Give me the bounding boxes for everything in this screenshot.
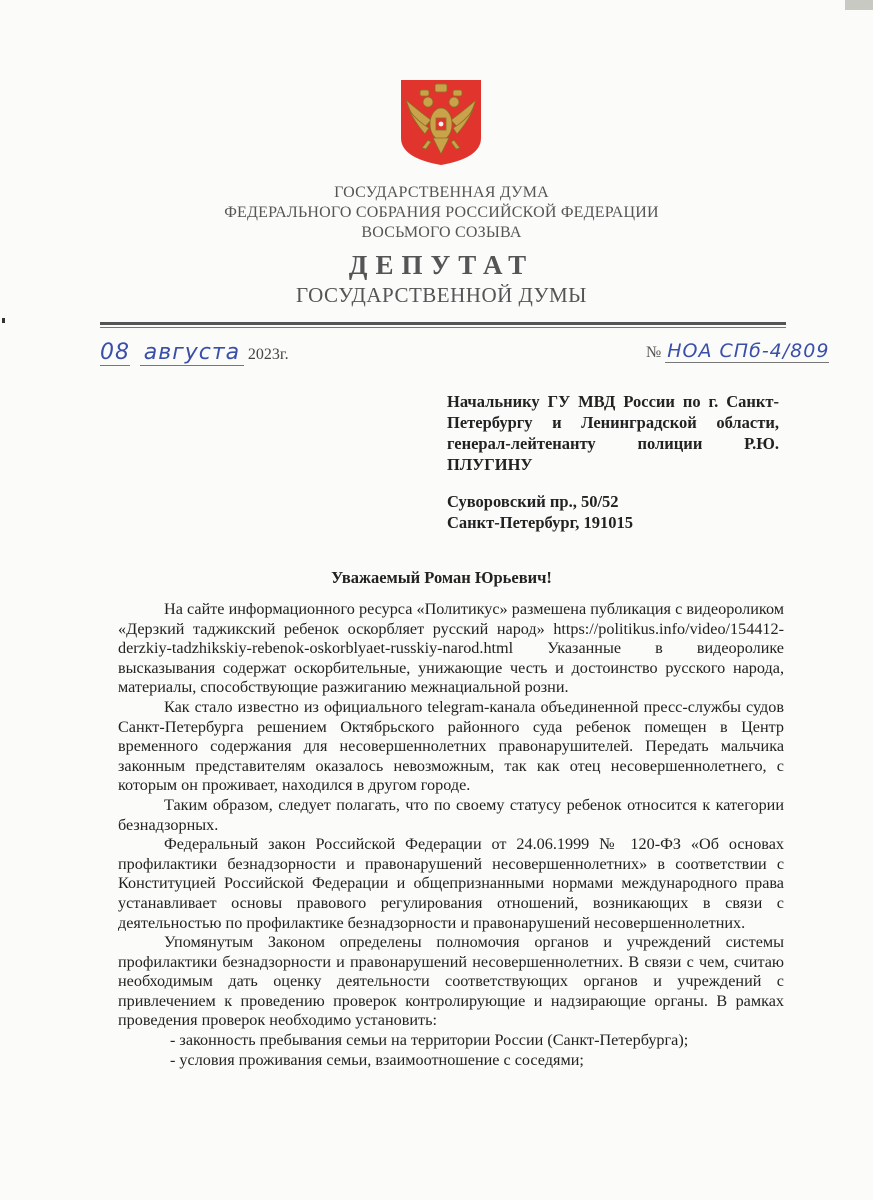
salutation: Уважаемый Роман Юрьевич! <box>331 568 552 587</box>
body-paragraph: На сайте информационного ресурса «Политикус» размешена публикация с видеороликом «Дерзкий таджикский ребенок оскорбляет русский народ» https://politikus.info/video/154412-derzkiy-tadzhikskiy-rebenok-oskorblyaet-russkiy-narod.html Указанные в видеоролике высказывания содержат оскорбительные, унижающие честь и достоинство русского народа, материалы, способствующие разжиганию межнациальной розни. <box>118 600 784 697</box>
date-suffix: г. <box>279 346 289 363</box>
letterhead-rule-thick <box>100 322 786 325</box>
list-item: - законность пребывания семьи на территории России (Санкт-Петербурга); <box>170 1031 689 1050</box>
letter-date <box>100 340 289 365</box>
org-line-2: ФЕДЕРАЛЬНОГО СОБРАНИЯ РОССИЙСКОЙ ФЕДЕРАЦИИ <box>224 204 659 221</box>
letter-body <box>118 600 784 1070</box>
address-street: Суворовский пр., 50/52 <box>447 492 619 511</box>
addressee-address <box>447 491 779 533</box>
date-day: 08 <box>100 340 130 365</box>
scan-hole-mark <box>2 318 5 323</box>
list-item: - условия проживания семьи, взаимоотношение с соседями; <box>170 1050 584 1069</box>
letterhead-rule-thin <box>100 327 786 328</box>
scan-edge-mark <box>845 0 873 10</box>
date-year: 2023 <box>247 346 280 363</box>
registration-value: НОА СПб-4/809 <box>667 340 830 362</box>
registration-number <box>646 340 829 362</box>
coat-of-arms-icon <box>398 78 484 166</box>
body-paragraph: Федеральный закон Российской Федерации от 24.06.1999 № 120-ФЗ «Об основах профилактики безнадзорности и правонарушений несовершеннолетних» в соответствии с Конституцией Российской Федерации и общепризнанными нормами международного права устанавливает основы правового регулирования отношений, возникающих в связи с деятельностью по профилактике безнадзорности и правонарушений несовершеннолетних. <box>118 835 784 932</box>
body-paragraph: Таким образом, следует полагать, что по своему статусу ребенок относится к категории безнадзорных. <box>118 795 784 834</box>
addressee-block <box>447 391 779 475</box>
letterhead-subtitle: ГОСУДАРСТВЕННОЙ ДУМЫ <box>296 283 587 307</box>
date-month: августа <box>140 340 244 366</box>
letterhead-title: ДЕПУТАТ <box>348 250 535 280</box>
registration-prefix: № <box>646 344 662 361</box>
addressee-title: Начальнику ГУ МВД России по г. Санкт-Петербургу и Ленинградской области, генерал-лейтенанту полиции Р.Ю. ПЛУГИНУ <box>447 392 779 474</box>
org-line-1: ГОСУДАРСТВЕННАЯ ДУМА <box>334 184 549 201</box>
body-paragraph: Как стало известно из официального telegram-канала объединенной пресс-службы судов Санкт-Петербурга решением Октябрьского районного суда ребенок помещен в Центр временного содержания для несовершеннолетних правонарушителей. Передать мальчика законным представителям оказалось невозможным, так как отец несовершеннолетнего, с которым он проживает, находился в другом городе. <box>118 697 784 795</box>
body-paragraph: Упомянутым Законом определены полномочия органов и учреждений системы профилактики безнадзорности и правонарушений несовершеннолетних. В связи с чем, считаю необходимым дать оценку деятельности соответствующих органов и учреждений с привлечением к проведению проверок контролирующие и надзирающие органы. В рамках проведения проверок необходимо установить: <box>118 933 784 1030</box>
address-city: Санкт-Петербург, 191015 <box>447 513 633 532</box>
org-line-3: ВОСЬМОГО СОЗЫВА <box>361 224 522 241</box>
